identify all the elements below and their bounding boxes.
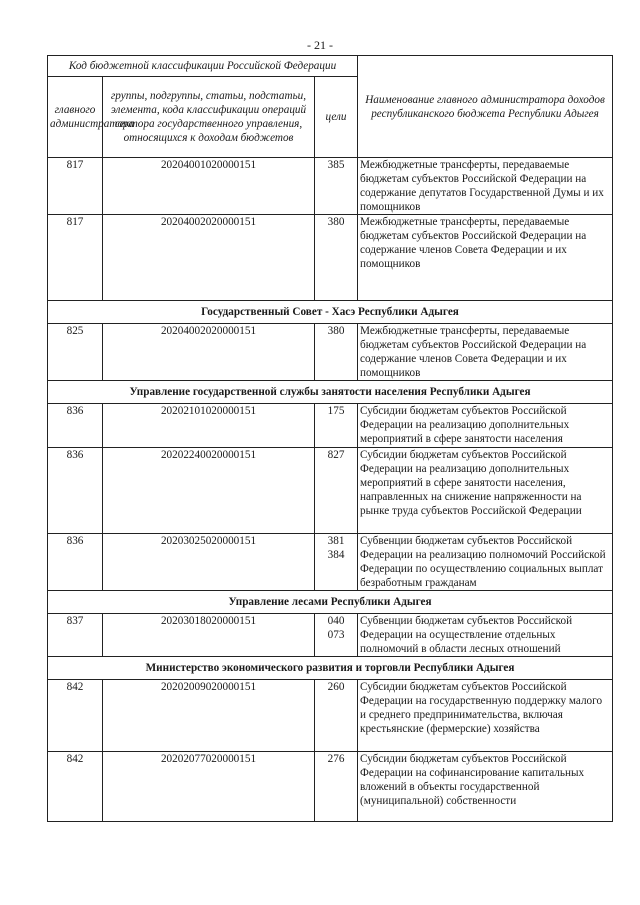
admin-code-cell: 842 — [48, 752, 103, 822]
classification-code-cell: 20203018020000151 — [103, 614, 315, 657]
table-row — [48, 752, 613, 822]
section-row — [48, 381, 613, 404]
table-row — [48, 614, 613, 657]
admin-code-cell: 837 — [48, 614, 103, 657]
section-heading: Управление государственной службы занятости населения Республики Адыгея — [48, 381, 613, 404]
table-row — [48, 158, 613, 215]
name-cell: Субсидии бюджетам субъектов Российской Федерации на реализацию дополнительных мероприятий в сфере занятости населения, направленных на снижение напряженности на рынке труда субъектов Российской Федерации — [358, 448, 613, 534]
groups-column-header: группы, подгруппы, статьи, подстатьи, элемента, кода классификации операций сектора государственного управления, относящихся к доходам бюджетов — [103, 77, 315, 158]
name-cell: Субвенции бюджетам субъектов Российской Федерации на реализацию полномочий Российской Федерации по осуществлению социальных выплат безработным гражданам — [358, 534, 613, 591]
section-row — [48, 591, 613, 614]
classification-code-cell: 20204001020000151 — [103, 158, 315, 215]
name-cell: Субсидии бюджетам субъектов Российской Федерации на государственную поддержку малого и среднего предпринимательства, включая крестьянские (фермерские) хозяйства — [358, 680, 613, 752]
purpose-code-cell: 380 — [315, 324, 358, 381]
classification-code-cell: 20202009020000151 — [103, 680, 315, 752]
table-row — [48, 324, 613, 381]
section-heading: Министерство экономического развития и торговли Республики Адыгея — [48, 657, 613, 680]
classification-code-cell: 20204002020000151 — [103, 215, 315, 301]
section-heading: Государственный Совет - Хасэ Республики Адыгея — [48, 301, 613, 324]
section-heading: Управление лесами Республики Адыгея — [48, 591, 613, 614]
section-row — [48, 301, 613, 324]
name-cell: Субвенции бюджетам субъектов Российской Федерации на осуществление отдельных полномочий в области лесных отношений — [358, 614, 613, 657]
purpose-code-cell: 040 073 — [315, 614, 358, 657]
admin-code-cell: 817 — [48, 215, 103, 301]
table-row — [48, 448, 613, 534]
code-group-header: Код бюджетной классификации Российской Федерации — [48, 56, 358, 77]
name-column-header: Наименование главного администратора доходов республиканского бюджета Республики Адыгея — [358, 56, 613, 158]
table-row — [48, 404, 613, 448]
purpose-code-cell: 380 — [315, 215, 358, 301]
budget-classification-table — [47, 55, 613, 822]
section-row — [48, 657, 613, 680]
classification-code-cell: 20202240020000151 — [103, 448, 315, 534]
admin-code-cell: 836 — [48, 534, 103, 591]
admin-code-cell: 836 — [48, 404, 103, 448]
name-cell: Межбюджетные трансферты, передаваемые бюджетам субъектов Российской Федерации на содержание членов Совета Федерации и их помощников — [358, 324, 613, 381]
admin-code-cell: 817 — [48, 158, 103, 215]
name-cell: Межбюджетные трансферты, передаваемые бюджетам субъектов Российской Федерации на содержание членов Совета Федерации и их помощников — [358, 215, 613, 301]
admin-column-header: главного администратора — [48, 77, 103, 158]
name-cell: Субсидии бюджетам субъектов Российской Федерации на реализацию дополнительных мероприятий в сфере занятости населения — [358, 404, 613, 448]
purpose-column-header: цели — [315, 77, 358, 158]
purpose-code-cell: 381 384 — [315, 534, 358, 591]
admin-code-cell: 825 — [48, 324, 103, 381]
name-cell: Межбюджетные трансферты, передаваемые бюджетам субъектов Российской Федерации на содержание депутатов Государственной Думы и их помощников — [358, 158, 613, 215]
admin-code-cell: 842 — [48, 680, 103, 752]
purpose-code-cell: 385 — [315, 158, 358, 215]
classification-code-cell: 20202101020000151 — [103, 404, 315, 448]
table-row — [48, 534, 613, 591]
admin-code-cell: 836 — [48, 448, 103, 534]
purpose-code-cell: 276 — [315, 752, 358, 822]
purpose-code-cell: 260 — [315, 680, 358, 752]
header-row-top — [48, 56, 613, 77]
classification-code-cell: 20204002020000151 — [103, 324, 315, 381]
purpose-code-cell: 827 — [315, 448, 358, 534]
table-row — [48, 680, 613, 752]
name-cell: Субсидии бюджетам субъектов Российской Федерации на софинансирование капитальных вложений в объекты государственной (муниципальной) собственности — [358, 752, 613, 822]
table-row — [48, 215, 613, 301]
purpose-code-cell: 175 — [315, 404, 358, 448]
page-number: - 21 - — [307, 38, 333, 52]
classification-code-cell: 20202077020000151 — [103, 752, 315, 822]
classification-code-cell: 20203025020000151 — [103, 534, 315, 591]
